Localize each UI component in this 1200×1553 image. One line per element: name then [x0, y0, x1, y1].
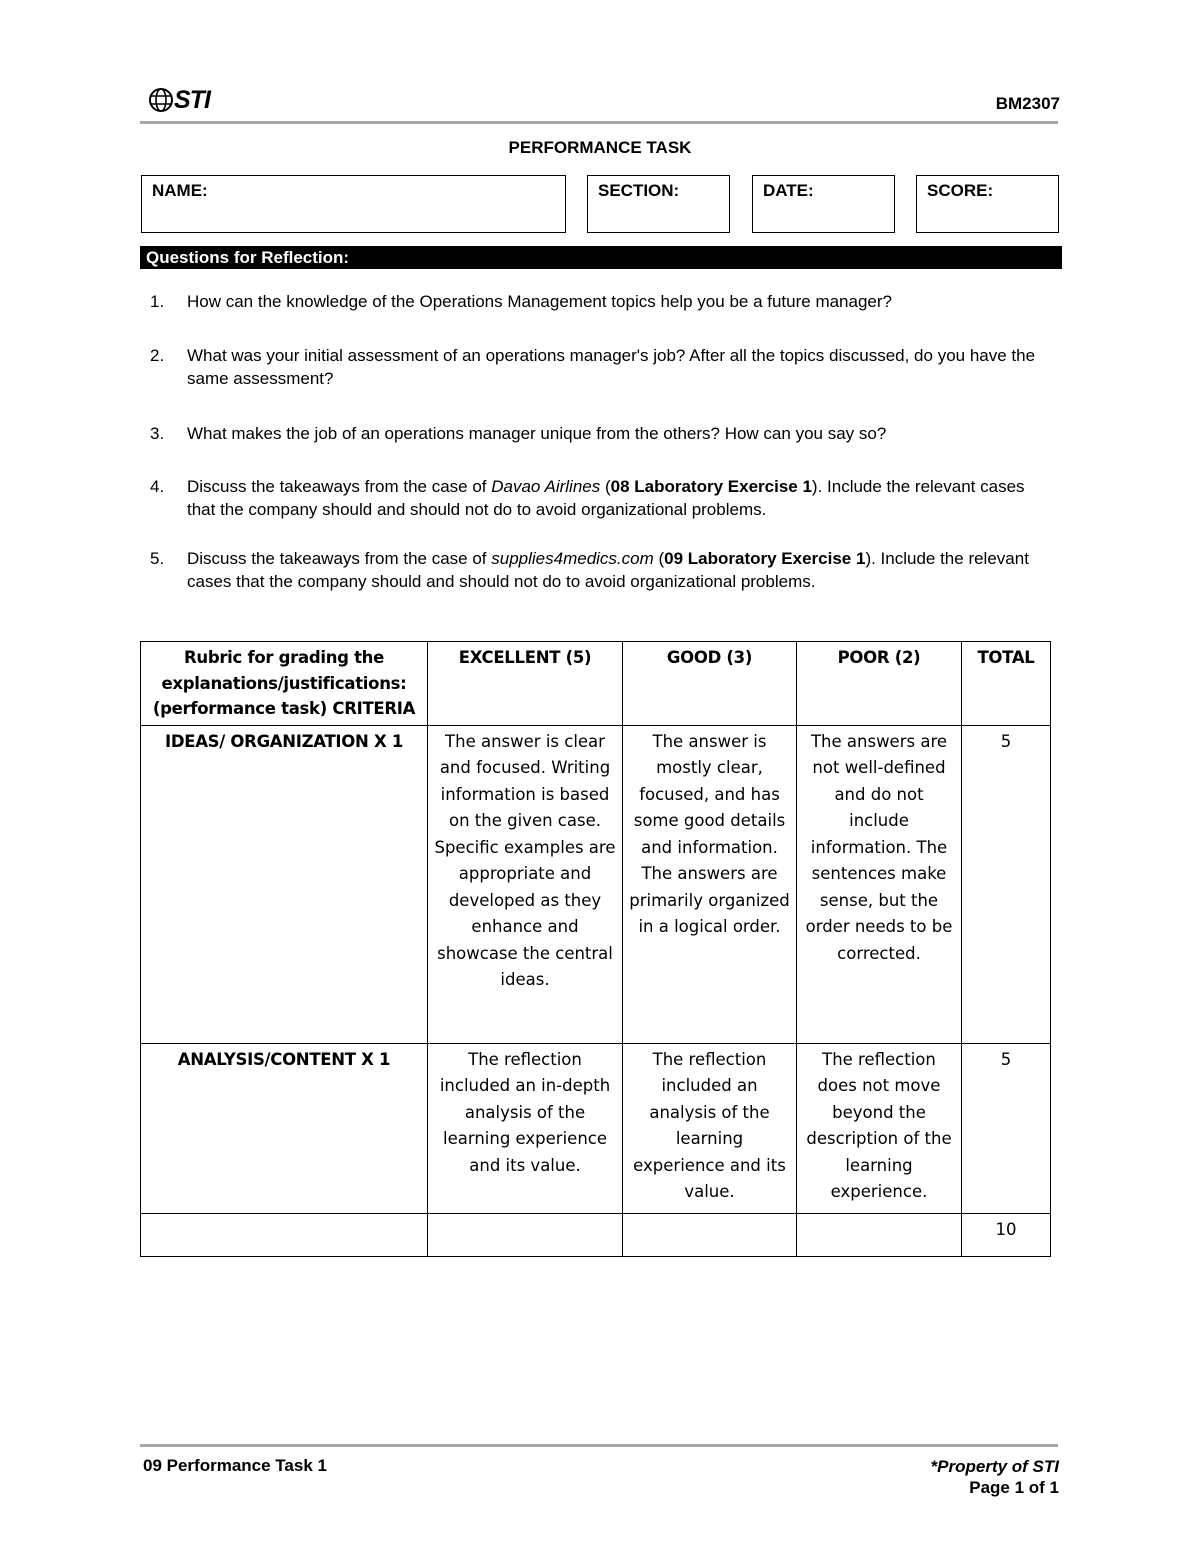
reflection-heading: Questions for Reflection: [140, 246, 1062, 269]
question-text: How can the knowledge of the Operations Management topics help you be a future manager? [187, 292, 892, 311]
exercise-reference: 08 Laboratory Exercise 1 [610, 477, 812, 496]
question-text-part: ). Include the relevant cases that the company should and should not do to avoid organizational problems. [187, 477, 1025, 519]
good-cell: The answer is mostly clear, focused, and has some good details and information. The answers are primarily organized in a logical order. [623, 725, 797, 1043]
poor-header: POOR (2) [797, 642, 962, 726]
page-title: PERFORMANCE TASK [508, 138, 692, 157]
section-label: SECTION: [598, 181, 680, 200]
table-row [141, 725, 1051, 1043]
excellent-header: EXCELLENT (5) [428, 642, 623, 726]
excellent-cell: The reflection included an in-depth analysis of the learning experience and its value. [428, 1043, 623, 1213]
question-text: What makes the job of an operations manager unique from the others? How can you say so? [187, 424, 887, 443]
question-text-part: ). Include the relevant cases that the company should and should not do to avoid organizational problems. [187, 549, 1029, 591]
exercise-reference: 09 Laboratory Exercise 1 [664, 549, 866, 568]
criteria-cell: ANALYSIS/CONTENT X 1 [141, 1043, 428, 1213]
page-number: Page 1 of 1 [969, 1478, 1059, 1497]
document-code: BM2307 [995, 94, 1060, 113]
total-header: TOTAL [962, 642, 1051, 726]
poor-cell: The reflection does not move beyond the description of the learning experience. [797, 1043, 962, 1213]
excellent-cell: The answer is clear and focused. Writing information is based on the given case. Specific examples are appropriate and developed as they enhance and showcase the central ideas. [428, 725, 623, 1043]
footer-document-name: 09 Performance Task 1 [143, 1456, 327, 1475]
name-field[interactable] [141, 175, 566, 233]
empty-cell [797, 1213, 962, 1256]
criteria-header: Rubric for grading the explanations/justifications: (performance task) CRITERIA [141, 642, 428, 726]
question-list [150, 290, 1040, 593]
score-field[interactable] [916, 175, 1059, 233]
question-item [150, 344, 1040, 390]
table-row [141, 1043, 1051, 1213]
header-rule [140, 121, 1058, 124]
section-field[interactable] [587, 175, 730, 233]
question-number: 3. [150, 424, 165, 443]
footer-info [931, 1456, 1059, 1498]
question-number: 4. [150, 477, 165, 496]
date-field[interactable] [752, 175, 895, 233]
question-item [150, 290, 1040, 313]
total-cell: 5 [962, 1043, 1051, 1213]
question-text [187, 547, 1040, 593]
empty-cell [428, 1213, 623, 1256]
score-label: SCORE: [927, 181, 994, 200]
property-notice: *Property of STI [930, 1457, 1059, 1476]
question-text [187, 475, 1040, 521]
grand-total-cell: 10 [962, 1213, 1051, 1256]
sti-logo [148, 86, 210, 114]
poor-cell: The answers are not well-defined and do not include information. The sentences make sense, but the order needs to be corrected. [797, 725, 962, 1043]
good-header: GOOD (3) [623, 642, 797, 726]
question-text-part: ( [653, 549, 665, 568]
date-label: DATE: [763, 181, 814, 200]
rubric-header-row [141, 642, 1051, 726]
total-cell: 5 [962, 725, 1051, 1043]
question-text-part: ( [600, 477, 611, 496]
case-name: supplies4medics.com [491, 549, 654, 568]
question-number: 5. [150, 549, 165, 568]
rubric-table [140, 641, 1051, 1257]
footer-rule [140, 1444, 1058, 1447]
case-name: Davao Airlines [491, 477, 601, 496]
question-item [150, 475, 1040, 521]
name-label: NAME: [152, 181, 208, 200]
good-cell: The reflection included an analysis of the learning experience and its value. [623, 1043, 797, 1213]
logo-text: STI [174, 85, 210, 114]
question-text-part: Discuss the takeaways from the case of [187, 549, 492, 568]
question-item [150, 422, 1040, 445]
empty-cell [141, 1213, 428, 1256]
question-number: 1. [150, 292, 165, 311]
question-text-part: Discuss the takeaways from the case of [187, 477, 492, 496]
criteria-cell: IDEAS/ ORGANIZATION X 1 [141, 725, 428, 1043]
question-number: 2. [150, 346, 165, 365]
question-item [150, 547, 1040, 593]
question-text: What was your initial assessment of an operations manager's job? After all the topics discussed, do you have the same assessment? [187, 346, 1036, 388]
empty-cell [623, 1213, 797, 1256]
grand-total-row [141, 1213, 1051, 1256]
